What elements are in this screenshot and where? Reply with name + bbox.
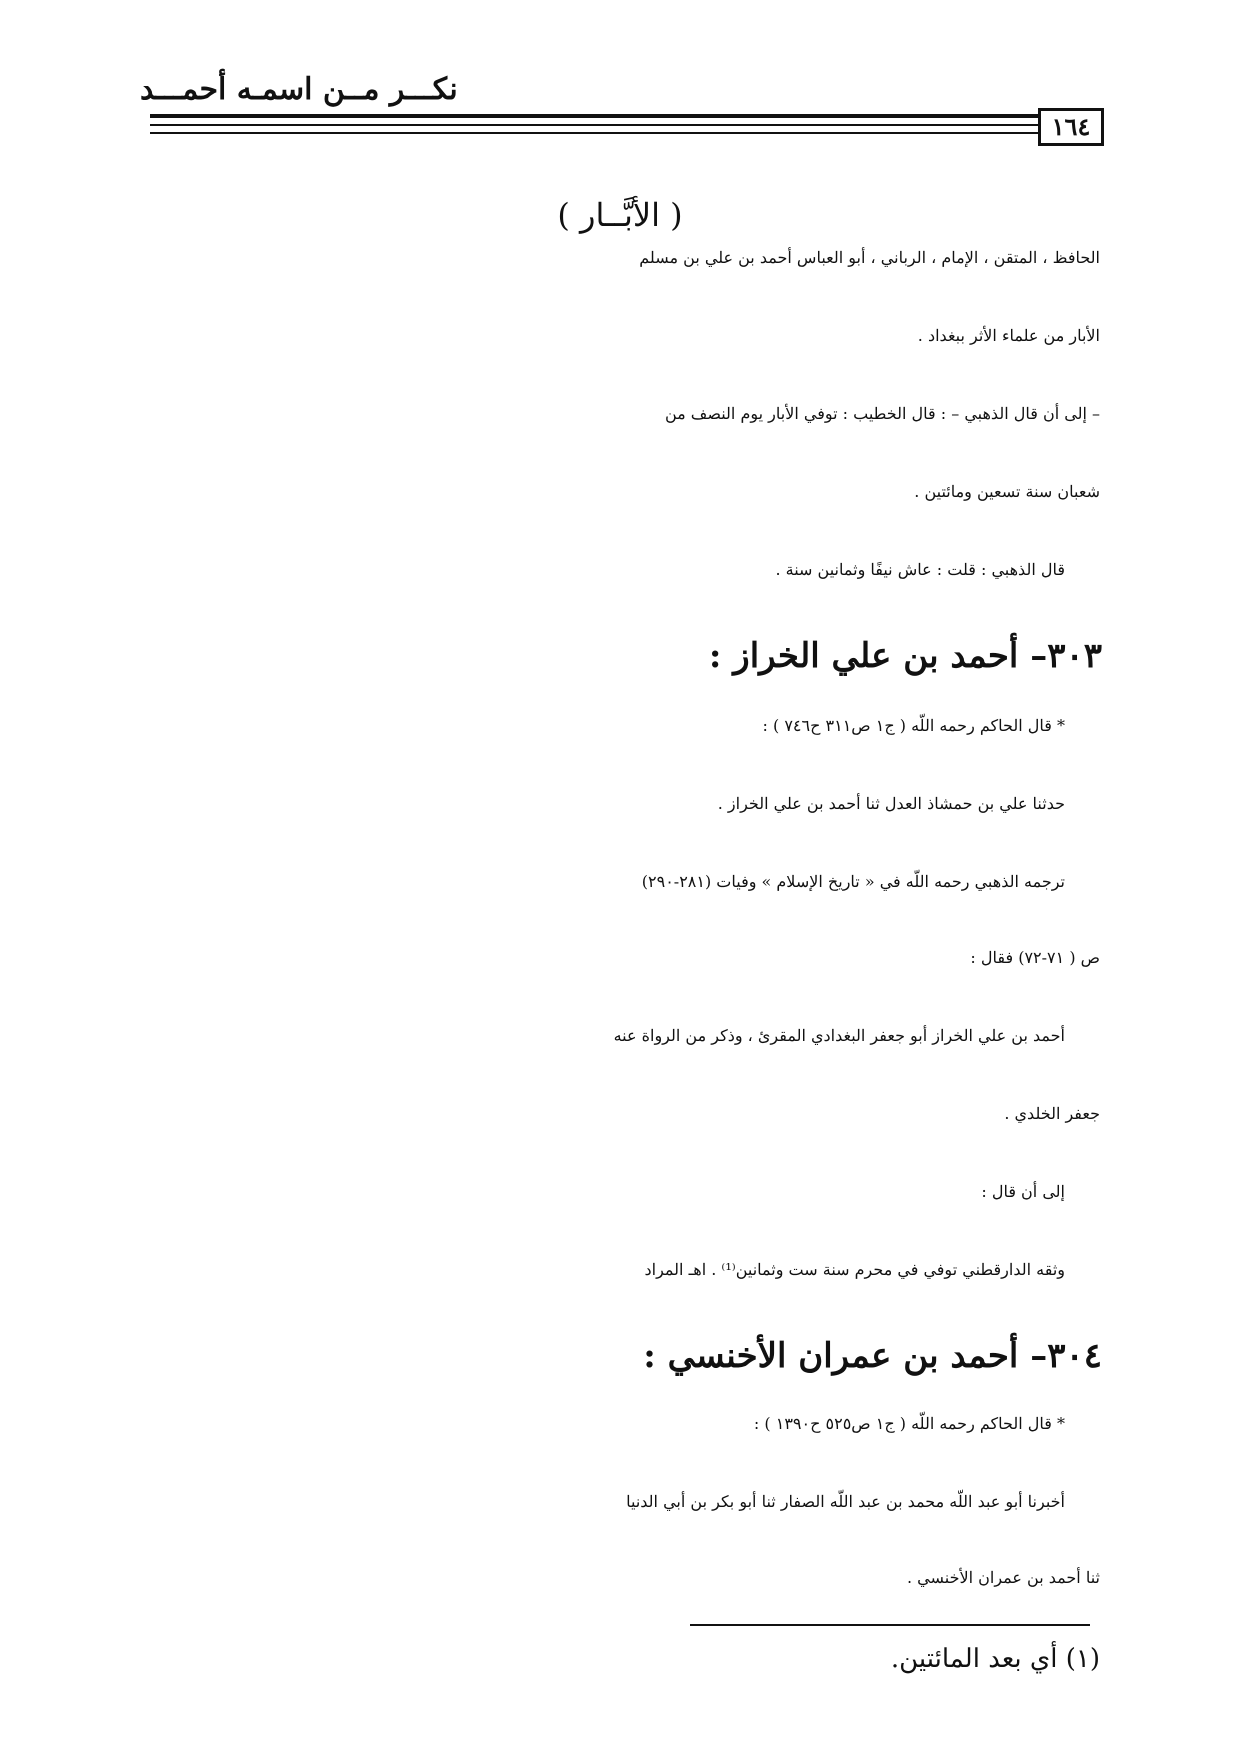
entry-heading-304: ٣٠٤– أحمد بن عمران الأخنسي : — [643, 1336, 1102, 1376]
text-line: حدثنا علي بن حمشاذ العدل ثنا أحمد بن علي الخراز . — [717, 794, 1065, 813]
text-line: * قال الحاكم رحمه اللّه ( ج١ ص٥٢٥ ح١٣٩٠ ) : — [753, 1414, 1065, 1433]
text-line: * قال الحاكم رحمه اللّه ( ج١ ص٣١١ ح٧٤٦ ) : — [762, 716, 1065, 735]
section-title: ( الأبَّــار ) — [557, 196, 683, 234]
header-rule-thin-1 — [150, 124, 1038, 126]
page-number: ١٦٤ — [1038, 108, 1104, 146]
text-line: أحمد بن علي الخراز أبو جعفر البغدادي المقرئ ، وذكر من الرواة عنه — [613, 1026, 1065, 1045]
text-line: شعبان سنة تسعين ومائتين . — [914, 482, 1100, 501]
header-rule-thin-2 — [150, 132, 1038, 134]
footnote-rule — [690, 1624, 1090, 1626]
text-line: إلى أن قال : — [981, 1182, 1065, 1201]
text-line: جعفر الخلدي . — [1004, 1104, 1100, 1123]
text-line: وثقه الدارقطني توفي في محرم سنة ست وثمانين⁽¹⁾ . اهـ المراد — [644, 1260, 1065, 1279]
footnote: (١) أي بعد المائتين. — [890, 1644, 1100, 1674]
text-line: ثنا أحمد بن عمران الأخنسي . — [906, 1568, 1100, 1587]
running-header-title: نكـــر مــن اسمـه أحمـــد — [140, 72, 458, 107]
text-line: ص ( ٧١-٧٢) فقال : — [970, 948, 1100, 967]
text-line: أخبرنا أبو عبد اللّه محمد بن عبد اللّه الصفار ثنا أبو بكر بن أبي الدنيا — [626, 1492, 1065, 1511]
text-line: ترجمه الذهبي رحمه اللّه في « تاريخ الإسلام » وفيات (٢٨١-٢٩٠) — [641, 872, 1065, 891]
text-line: الحافظ ، المتقن ، الإمام ، الرباني ، أبو العباس أحمد بن علي بن مسلم — [639, 248, 1100, 267]
text-line: قال الذهبي : قلت : عاش نيفًا وثمانين سنة . — [775, 560, 1065, 579]
header-rule-thick — [150, 114, 1038, 118]
text-line: الأبار من علماء الأثر ببغداد . — [917, 326, 1100, 345]
entry-heading-303: ٣٠٣– أحمد بن علي الخراز : — [708, 636, 1102, 676]
text-line: – إلى أن قال الذهبي – : قال الخطيب : توفي الأبار يوم النصف من — [664, 404, 1100, 423]
